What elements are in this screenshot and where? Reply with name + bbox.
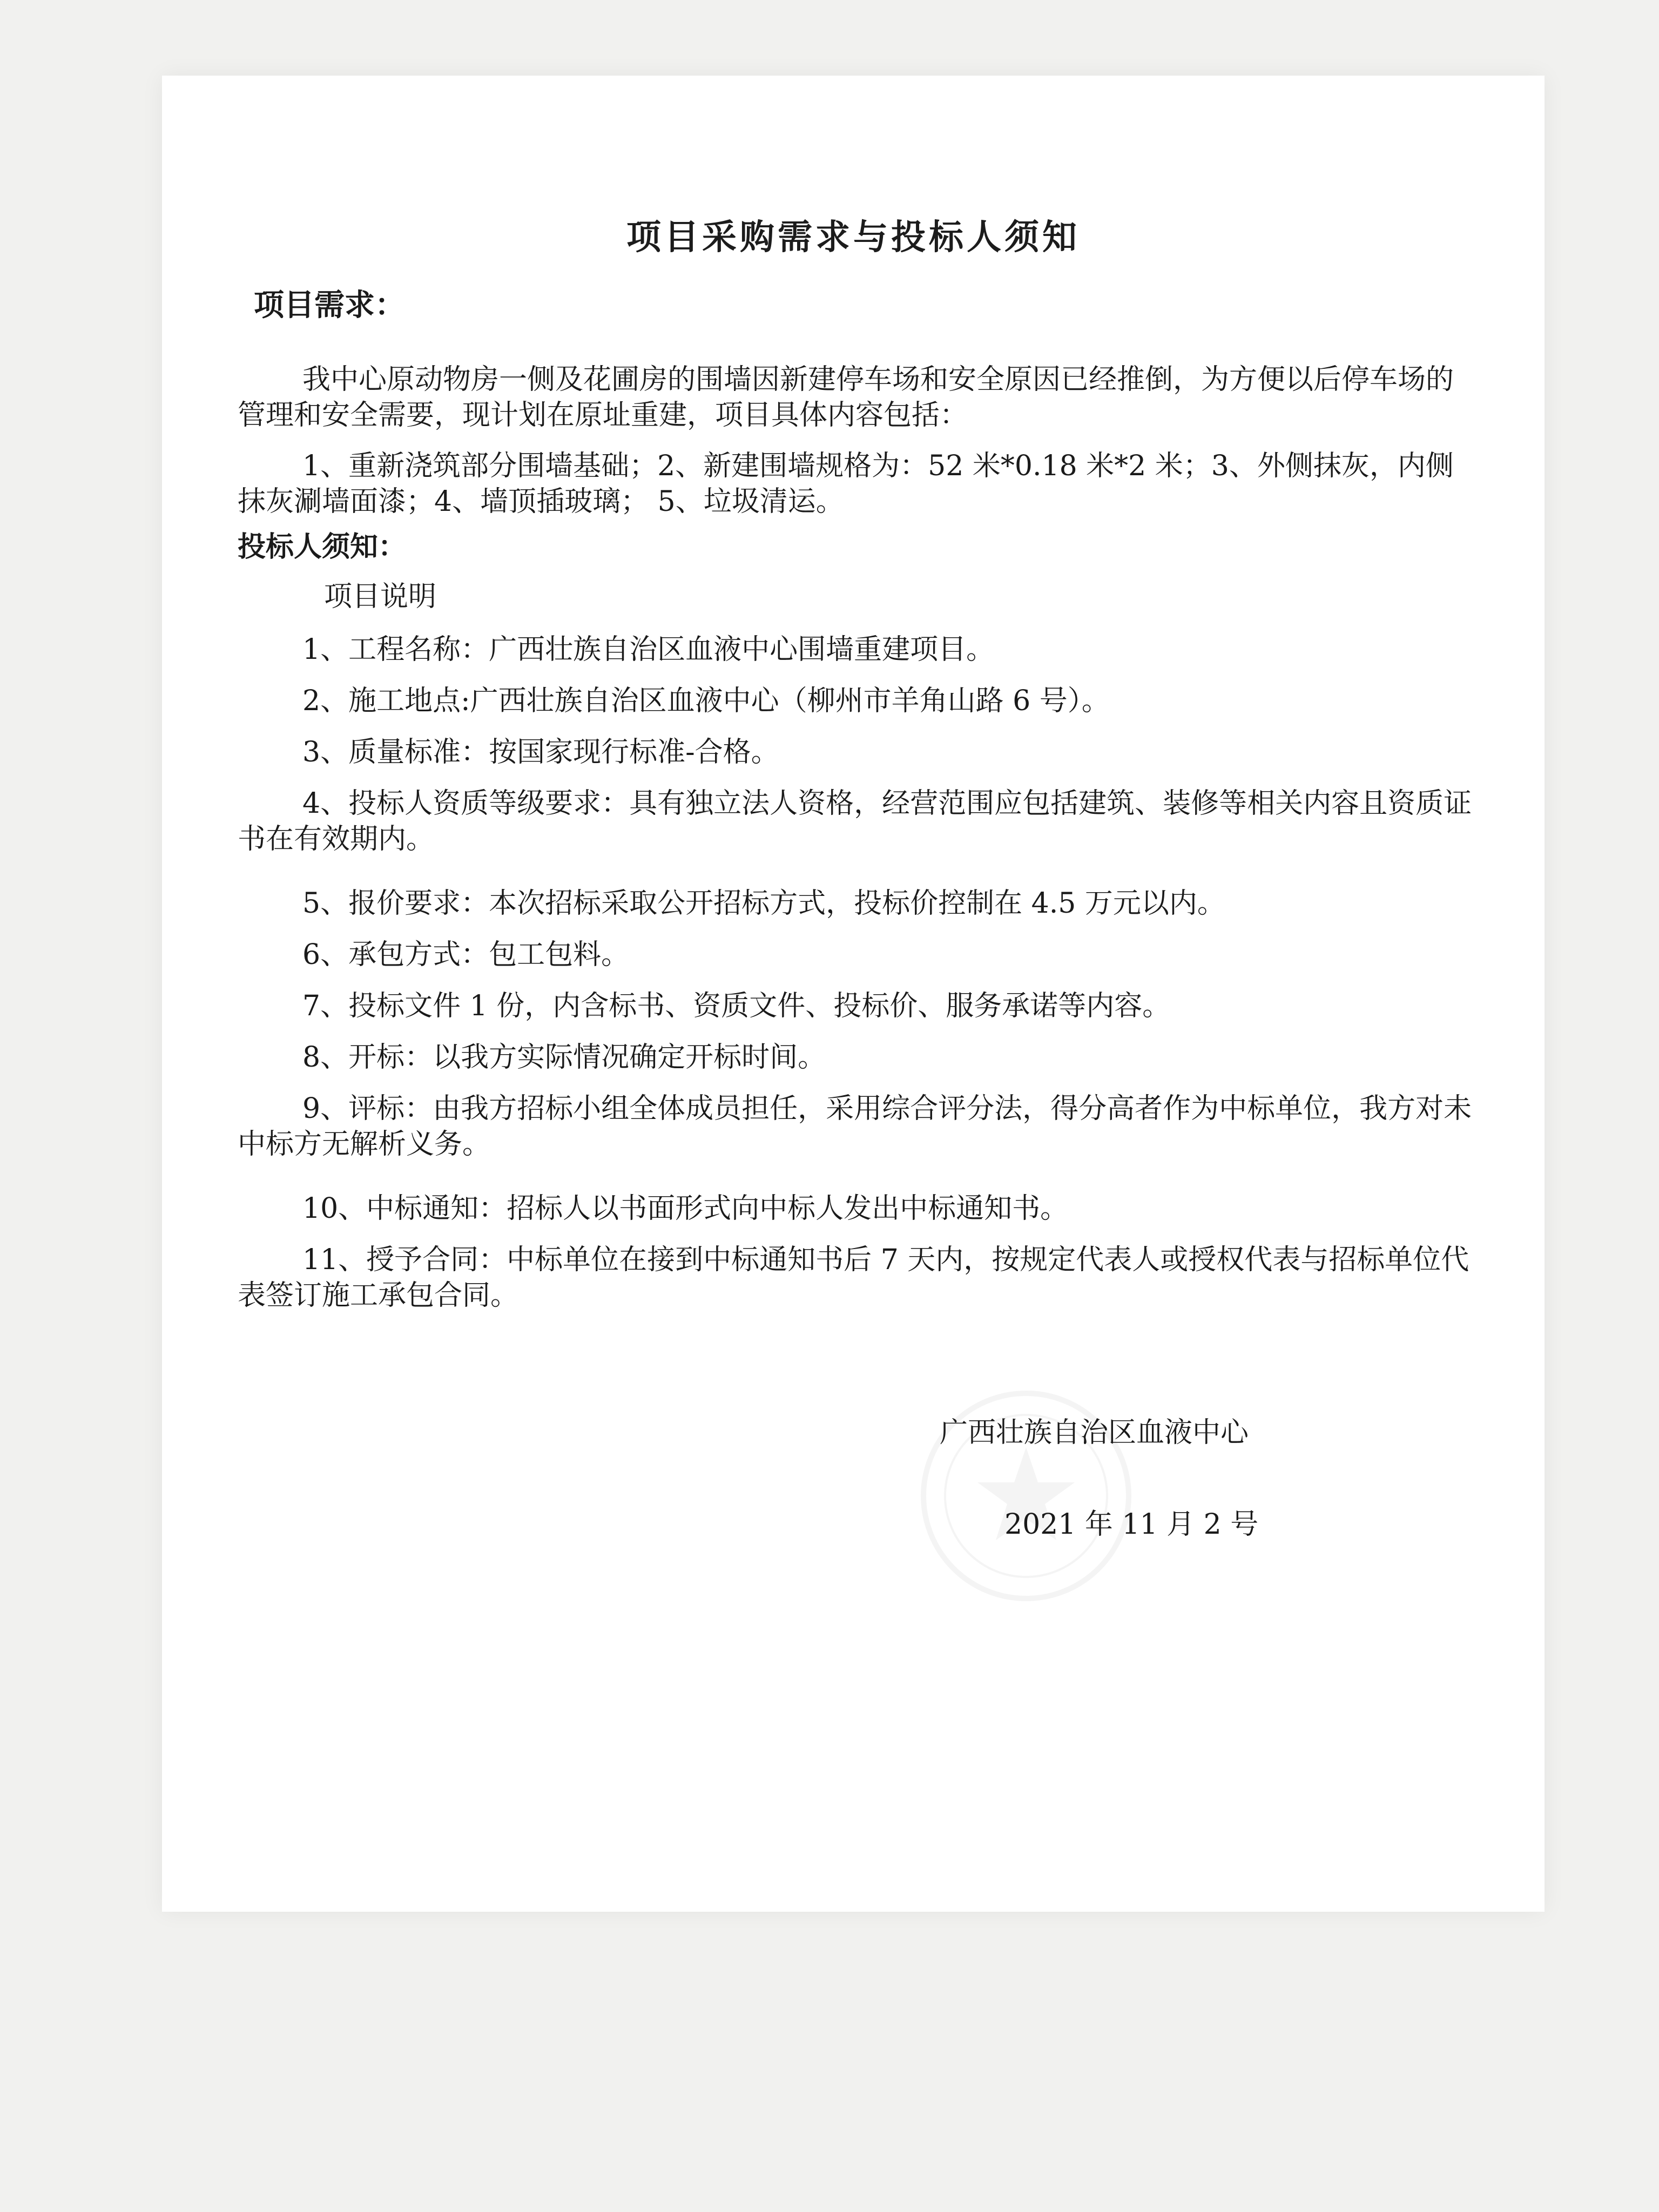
list-item-1: 1、工程名称：广西壮族自治区血液中心围墙重建项目。 <box>302 633 995 666</box>
document-title: 项目采购需求与投标人须知 <box>626 218 1080 258</box>
requirements-paragraph-1: 我中心原动物房一侧及花圃房的围墙因新建停车场和安全原因已经推倒，为方便以后停车场的管理和安全需要，现计划在原址重建，项目具体内容包括： <box>238 363 1454 431</box>
requirements-heading: 项目需求： <box>254 288 405 323</box>
document-page <box>162 76 1545 1912</box>
list-item-6: 6、承包方式：包工包料。 <box>302 939 630 971</box>
requirements-paragraph-2: 1、重新浇筑部分围墙基础；2、新建围墙规格为：52 米*0.18 米*2 米；3、外侧抹灰，内侧抹灰涮墙面漆；4、墙顶插玻璃； 5、垃圾清运。 <box>238 450 1454 518</box>
signature-organization: 广西壮族自治区血液中心 <box>940 1417 1249 1449</box>
list-item-8: 8、开标：以我方实际情况确定开标时间。 <box>302 1041 826 1074</box>
list-item-4: 4、投标人资质等级要求：具有独立法人资格，经营范围应包括建筑、装修等相关内容且资质证书在有效期内。 <box>238 787 1472 855</box>
list-item-3: 3、质量标准：按国家现行标准-合格。 <box>302 736 779 768</box>
project-description-label: 项目说明 <box>324 581 437 613</box>
list-item-7: 7、投标文件 1 份，内含标书、资质文件、投标价、服务承诺等内容。 <box>302 990 1171 1022</box>
list-item-10: 10、中标通知：招标人以书面形式向中标人发出中标通知书。 <box>302 1192 1069 1225</box>
list-item-9: 9、评标：由我方招标小组全体成员担任，采用综合评分法，得分高者作为中标单位，我方对未中标方无解析义务。 <box>238 1092 1472 1161</box>
signature-date: 2021 年 11 月 2 号 <box>1004 1508 1259 1541</box>
list-item-5: 5、报价要求：本次招标采取公开招标方式，投标价控制在 4.5 万元以内。 <box>302 887 1225 920</box>
list-item-2: 2、施工地点:广西壮族自治区血液中心（柳州市羊角山路 6 号）。 <box>302 685 1110 717</box>
list-item-11: 11、授予合同：中标单位在接到中标通知书后 7 天内，按规定代表人或授权代表与招标单位代表签订施工承包合同。 <box>238 1244 1469 1312</box>
bidder-notice-heading: 投标人须知： <box>238 531 407 563</box>
